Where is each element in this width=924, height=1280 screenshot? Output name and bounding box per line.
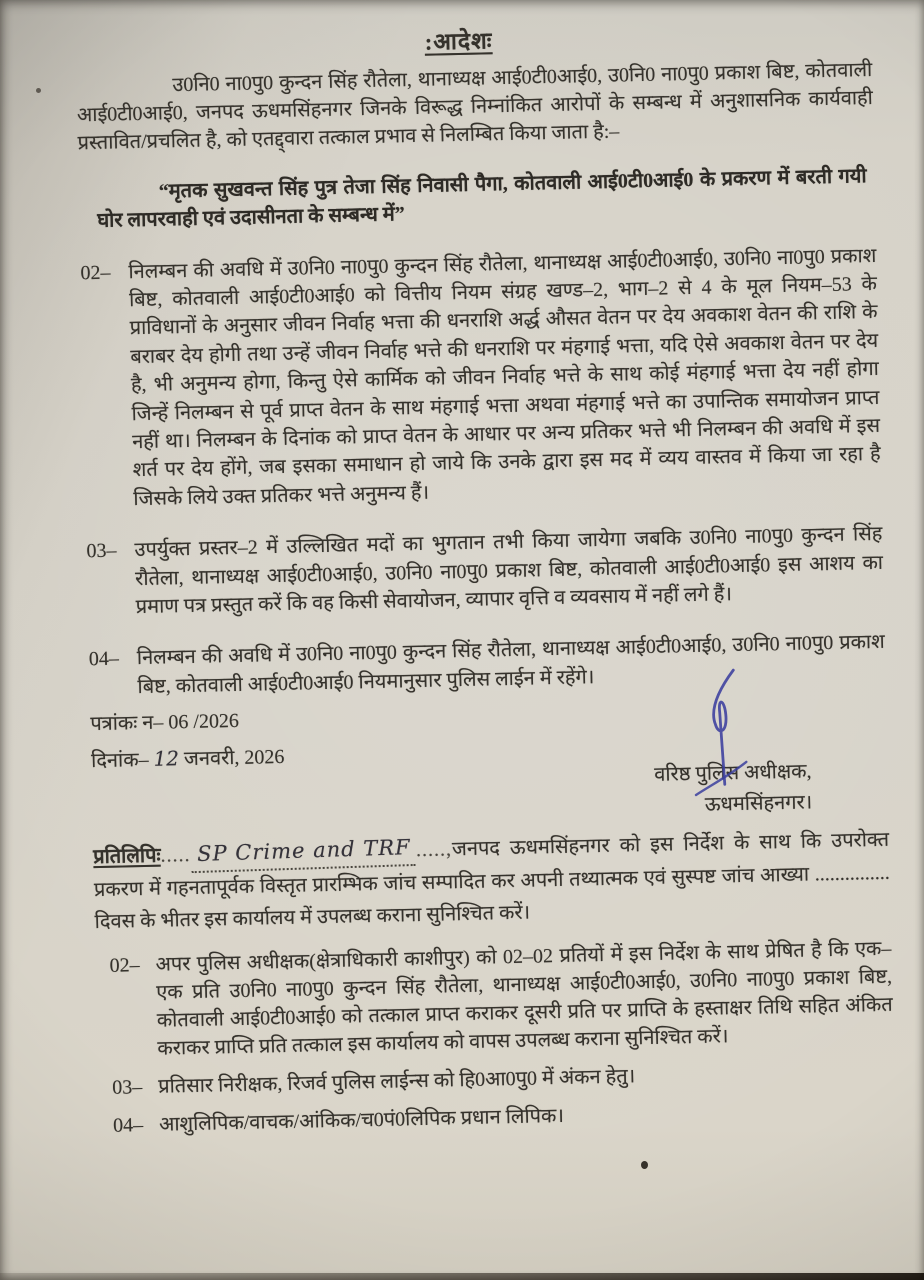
handwritten-copy-recipient: SP Crime and TRF xyxy=(191,831,416,873)
item-text: प्रतिसार निरीक्षक, रिजर्व पुलिस लाईन्स को हि0आ0पु0 में अंकन हेतु। xyxy=(158,1065,636,1098)
date-month-year: जनवरी, 2026 xyxy=(183,746,285,771)
item-text: निलम्बन की अवधि में उ0नि0 ना0पु0 कुन्दन सिंह रौतेला, थानाध्यक्ष आई0टी0आई0, उ0नि0 ना0पु0 प्रकाश बिष्ट, कोतवाली आई0टी0आई0 नियमानुसार पुलिस लाईन में रहेंगे। xyxy=(136,631,885,698)
item-number: 03– xyxy=(112,1076,143,1100)
subject-quote: “मृतक सुखवन्त सिंह पुत्र तेजा सिंह निवासी पैगा, कोतवाली आई0टी0आई0 के प्रकरण में बरती गयी घोर लापरवाही एवं उदासीनता के सम्बन्ध में” xyxy=(97,164,867,233)
copy-to-paragraph xyxy=(93,823,891,939)
copy-text: जनपद ऊधमसिंहनगर को इस निर्देश के साथ कि उपरोक्त प्रकरण में गहनतापूर्वक विस्तृत प्रारम्भिक जांच सम्पादित कर अपनी तथ्यात्मक एवं सुस्पष्ट जांच आख्या ............... दिवस के भीतर इस कार्यालय में उपलब्ध कराना सुनिश्चित करें। xyxy=(93,828,890,933)
copy-item xyxy=(99,1095,895,1140)
item-text: आशुलिपिक/वाचक/आंकिक/च0पं0लिपिक प्रधान लिपिक। xyxy=(158,1105,565,1136)
copy-item xyxy=(98,1057,894,1102)
intro-paragraph: उ0नि0 ना0पु0 कुन्दन सिंह रौतेला, थानाध्यक्ष आई0टी0आई0, उ0नि0 ना0पु0 प्रकाश बिष्ट, कोतवाली आई0टी0आई0, जनपद ऊधमसिंहनगर जिनके विरूद्ध निम्नांकित आरोपों के सम्बन्ध में अनुशासनिक कार्यवाही प्रस्तावित/प्रचलित है, को एतद्द्वारा तत्काल प्रभाव से निलम्बित किया जाता है:– xyxy=(76,58,874,155)
item-number: 03– xyxy=(86,539,117,563)
copy-label: प्रतिलिपिः xyxy=(92,844,161,869)
letter-number-line: पत्रांकः न– 06 /2026 xyxy=(90,710,240,736)
dotted-leader: ..... xyxy=(160,843,191,867)
item-text: उपर्युक्त प्रस्तर–2 में उल्लिखित मदों का भुगतान तभी किया जायेगा जबकि उ0नि0 ना0पु0 कुन्दन सिंह रौतेला, थानाध्यक्ष आई0टी0आई0, उ0नि0 ना0पु0 प्रकाश बिष्ट, कोतवाली आई0टी0आई0 इस आशय का प्रमाण पत्र प्रस्तुत करें कि वह किसी सेवायोजन, व्यापार वृत्ति व व्यवसाय में नहीं लगे हैं। xyxy=(134,522,884,619)
order-heading: :आदेशः xyxy=(424,28,493,55)
copy-item xyxy=(95,935,893,1064)
paper-speck xyxy=(641,1161,648,1169)
item-number: 04– xyxy=(112,1114,144,1137)
dotted-leader: ....., xyxy=(415,838,453,861)
item-number: 04– xyxy=(88,647,120,671)
order-item xyxy=(80,242,881,515)
item-text: निलम्बन की अवधि में उ0नि0 ना0पु0 कुन्दन सिंह रौतेला, थानाध्यक्ष आई0टी0आई0, उ0नि0 ना0पु0 प्रकाश बिष्ट, कोतवाली आई0टी0आई0 को वित्तीय नियम संग्रह खण्ड–2, भाग–2 से 4 के मूल नियम–53 के प्राविधानों के अनुसार जीवन निर्वाह भत्ता की धनराशि अर्द्ध औसत वेतन पर देय अवकाश वेतन की राशि के बराबर देय होगी तथा उन्हें जीवन निर्वाह भत्ते की धनराशि पर मंहगाई भत्ता, यदि ऐसे अवकाश वेतन पर देय है, भी अनुमन्य होगा, किन्तु ऐसे कार्मिक को जीवन निर्वाह भत्ते के साथ कोई मंहगाई भत्ता देय नहीं होगा जिन्हें निलम्बन से पूर्व प्राप्त वेतन के साथ मंहगाई भत्ता अथवा मंहगाई भत्ते का उपान्तिक समायोजन प्राप्त नहीं था। निलम्बन के दिनांक को प्राप्त वेतन के आधार पर अन्य प्रतिकर भत्ते भी निलम्बन की अवधि में इस शर्त पर देय होंगे, जब इसका समाधान हो जाये कि उनके द्वारा इस मद में व्यय वास्तव में किया जा रहा है जिसके लिये उक्त प्रतिकर भत्ते अनुमन्य हैं। xyxy=(128,244,881,510)
order-item xyxy=(86,520,884,623)
signatory-title: वरिष्ठ पुलिस अधीक्षक, xyxy=(653,760,812,786)
order-item xyxy=(89,628,886,702)
date-label: दिनांक– xyxy=(90,749,149,773)
item-text: अपर पुलिस अधीक्षक(क्षेत्राधिकारी काशीपुर) को 02–02 प्रतियों में इस निर्देश के साथ प्रेषित है कि एक–एक प्रति उ0नि0 ना0पु0 कुन्दन सिंह रौतेला, थानाध्यक्ष आई0टी0आई0, उ0नि0 ना0पु0 प्रकाश बिष्ट, कोतवाली आई0टी0आई0 को तत्काल प्राप्त कराकर दूसरी प्रति पर प्राप्ति के हस्ताक्षर तिथि सहित अंकित कराकर प्राप्ति प्रति तत्काल इस कार्यालय को वापस उपलब्ध कराना सुनिश्चित करें। xyxy=(155,937,893,1061)
paper-speck xyxy=(36,88,41,93)
page-bottom-shadow xyxy=(0,1273,924,1280)
signatory-place: ऊधमसिंहनगर। xyxy=(704,791,813,816)
item-number: 02– xyxy=(109,954,140,978)
handwritten-date-digits: 12 xyxy=(153,746,180,772)
item-number: 02– xyxy=(80,261,111,284)
